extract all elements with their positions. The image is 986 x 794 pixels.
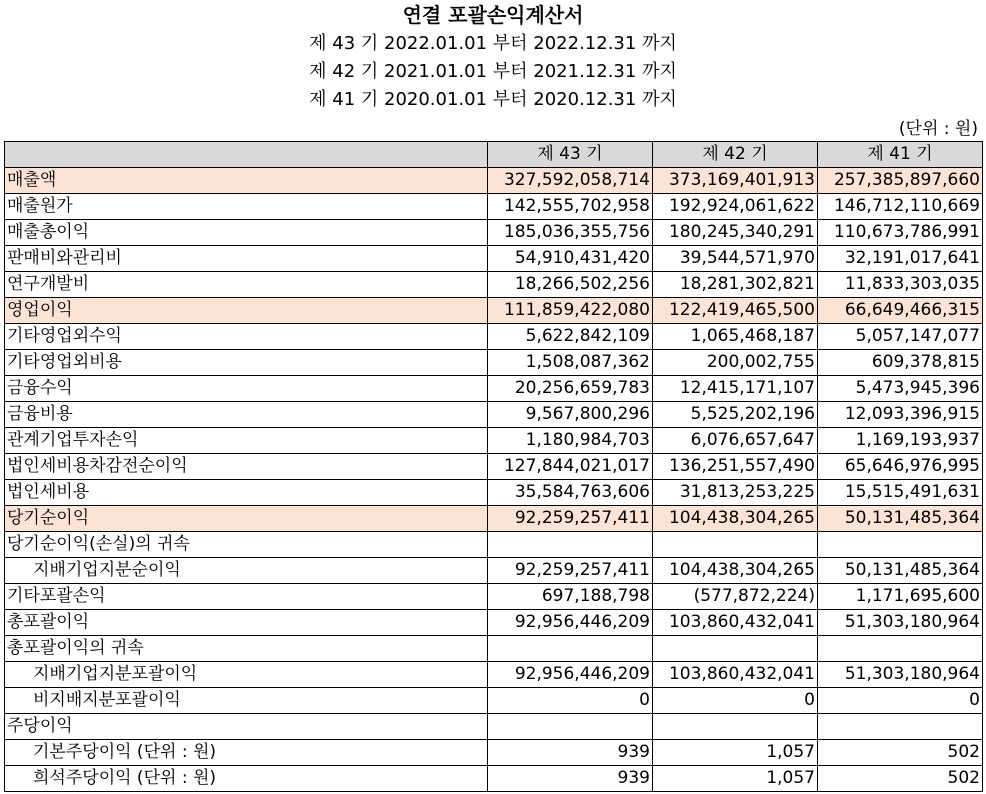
- row-label: 금융수익: [5, 376, 488, 402]
- table-body: [5, 168, 983, 792]
- row-value-41: 50,131,485,364: [818, 558, 983, 584]
- row-value-43: 1,180,984,703: [488, 428, 653, 454]
- row-label: 영업이익: [5, 298, 488, 324]
- table-row: [5, 168, 983, 194]
- statement-title: 연결 포괄손익계산서: [402, 3, 584, 27]
- row-value-42: 200,002,755: [653, 350, 818, 376]
- row-value-43: 939: [488, 766, 653, 792]
- table-row: [5, 662, 983, 688]
- table-row: [5, 194, 983, 220]
- table-row: [5, 740, 983, 766]
- table-row: [5, 610, 983, 636]
- row-label: 판매비와관리비: [5, 246, 488, 272]
- row-value-43: [488, 636, 653, 662]
- row-value-43: 9,567,800,296: [488, 402, 653, 428]
- header-period-43: 제 43 기: [488, 142, 653, 168]
- row-value-42: 192,924,061,622: [653, 194, 818, 220]
- row-value-41: 50,131,485,364: [818, 506, 983, 532]
- row-label: 법인세비용차감전순이익: [5, 454, 488, 480]
- table-row: [5, 584, 983, 610]
- row-value-43: 54,910,431,420: [488, 246, 653, 272]
- row-value-43: 111,859,422,080: [488, 298, 653, 324]
- row-value-42: 103,860,432,041: [653, 610, 818, 636]
- row-value-42: 136,251,557,490: [653, 454, 818, 480]
- row-value-42: 122,419,465,500: [653, 298, 818, 324]
- row-value-41: [818, 636, 983, 662]
- row-value-43: 18,266,502,256: [488, 272, 653, 298]
- row-label: 기타포괄손익: [5, 584, 488, 610]
- row-value-42: 0: [653, 688, 818, 714]
- row-value-41: 12,093,396,915: [818, 402, 983, 428]
- row-value-43: [488, 714, 653, 740]
- row-label: 당기순이익: [5, 506, 488, 532]
- row-value-42: [653, 532, 818, 558]
- row-value-43: 127,844,021,017: [488, 454, 653, 480]
- table-header-row: [5, 142, 983, 168]
- row-value-41: 502: [818, 766, 983, 792]
- table-row: [5, 350, 983, 376]
- row-value-42: 104,438,304,265: [653, 506, 818, 532]
- row-value-41: 5,473,945,396: [818, 376, 983, 402]
- row-label: 기타영업외비용: [5, 350, 488, 376]
- unit-note: (단위 : 원): [898, 119, 978, 139]
- row-label: 법인세비용: [5, 480, 488, 506]
- row-value-41: 65,646,976,995: [818, 454, 983, 480]
- row-value-42: 12,415,171,107: [653, 376, 818, 402]
- table-row: [5, 532, 983, 558]
- row-value-42: 180,245,340,291: [653, 220, 818, 246]
- row-value-42: 39,544,571,970: [653, 246, 818, 272]
- row-value-41: 66,649,466,315: [818, 298, 983, 324]
- row-label: 매출총이익: [5, 220, 488, 246]
- row-value-43: 697,188,798: [488, 584, 653, 610]
- row-label: 매출원가: [5, 194, 488, 220]
- row-value-43: 35,584,763,606: [488, 480, 653, 506]
- row-value-41: [818, 532, 983, 558]
- row-label: 총포괄이익: [5, 610, 488, 636]
- row-value-43: 185,036,355,756: [488, 220, 653, 246]
- row-label: 주당이익: [5, 714, 488, 740]
- row-value-43: 92,259,257,411: [488, 558, 653, 584]
- period-line-41: 제 41 기 2020.01.01 부터 2020.12.31 까지: [309, 89, 677, 110]
- table-row: [5, 558, 983, 584]
- row-value-41: 1,171,695,600: [818, 584, 983, 610]
- table-row: [5, 376, 983, 402]
- row-label: 희석주당이익 (단위 : 원): [5, 766, 488, 792]
- row-value-43: 92,259,257,411: [488, 506, 653, 532]
- table-row: [5, 766, 983, 792]
- table-row: [5, 454, 983, 480]
- row-value-43: 92,956,446,209: [488, 610, 653, 636]
- row-value-42: 373,169,401,913: [653, 168, 818, 194]
- row-value-42: 1,057: [653, 766, 818, 792]
- row-label: 관계기업투자손익: [5, 428, 488, 454]
- row-value-41: 502: [818, 740, 983, 766]
- row-value-41: 609,378,815: [818, 350, 983, 376]
- table-row: [5, 506, 983, 532]
- row-value-43: 5,622,842,109: [488, 324, 653, 350]
- row-label: 당기순이익(손실)의 귀속: [5, 532, 488, 558]
- row-value-42: [653, 636, 818, 662]
- row-label: 금융비용: [5, 402, 488, 428]
- row-value-42: 18,281,302,821: [653, 272, 818, 298]
- table-row: [5, 298, 983, 324]
- row-value-41: 15,515,491,631: [818, 480, 983, 506]
- row-label: 지배기업지분포괄이익: [5, 662, 488, 688]
- row-value-41: 51,303,180,964: [818, 662, 983, 688]
- table-row: [5, 636, 983, 662]
- row-value-43: [488, 532, 653, 558]
- row-label: 총포괄이익의 귀속: [5, 636, 488, 662]
- row-value-41: 146,712,110,669: [818, 194, 983, 220]
- row-label: 매출액: [5, 168, 488, 194]
- row-value-43: 142,555,702,958: [488, 194, 653, 220]
- table-row: [5, 220, 983, 246]
- table-row: [5, 324, 983, 350]
- row-value-41: 257,385,897,660: [818, 168, 983, 194]
- row-value-41: 51,303,180,964: [818, 610, 983, 636]
- row-value-42: 1,057: [653, 740, 818, 766]
- table-row: [5, 246, 983, 272]
- row-label: 기본주당이익 (단위 : 원): [5, 740, 488, 766]
- row-value-41: 0: [818, 688, 983, 714]
- row-value-43: 92,956,446,209: [488, 662, 653, 688]
- row-value-41: 32,191,017,641: [818, 246, 983, 272]
- row-value-42: 104,438,304,265: [653, 558, 818, 584]
- row-value-43: 939: [488, 740, 653, 766]
- row-value-42: 103,860,432,041: [653, 662, 818, 688]
- row-label: 지배기업지분순이익: [5, 558, 488, 584]
- row-value-43: 20,256,659,783: [488, 376, 653, 402]
- row-value-41: 11,833,303,035: [818, 272, 983, 298]
- row-value-42: (577,872,224): [653, 584, 818, 610]
- row-value-42: 1,065,468,187: [653, 324, 818, 350]
- income-statement-table: [4, 141, 983, 792]
- header-label-column: [5, 142, 488, 168]
- row-value-43: 1,508,087,362: [488, 350, 653, 376]
- row-label: 비지배지분포괄이익: [5, 688, 488, 714]
- table-row: [5, 480, 983, 506]
- row-value-42: 5,525,202,196: [653, 402, 818, 428]
- header-period-42: 제 42 기: [653, 142, 818, 168]
- row-label: 기타영업외수익: [5, 324, 488, 350]
- row-value-42: 6,076,657,647: [653, 428, 818, 454]
- row-label: 연구개발비: [5, 272, 488, 298]
- table-row: [5, 272, 983, 298]
- row-value-42: 31,813,253,225: [653, 480, 818, 506]
- header-period-41: 제 41 기: [818, 142, 983, 168]
- table-row: [5, 428, 983, 454]
- row-value-43: 327,592,058,714: [488, 168, 653, 194]
- row-value-42: [653, 714, 818, 740]
- period-line-42: 제 42 기 2021.01.01 부터 2021.12.31 까지: [309, 61, 677, 82]
- table-row: [5, 688, 983, 714]
- table-row: [5, 402, 983, 428]
- period-line-43: 제 43 기 2022.01.01 부터 2022.12.31 까지: [309, 33, 677, 54]
- row-value-41: [818, 714, 983, 740]
- row-value-43: 0: [488, 688, 653, 714]
- row-value-41: 5,057,147,077: [818, 324, 983, 350]
- table-row: [5, 714, 983, 740]
- row-value-41: 110,673,786,991: [818, 220, 983, 246]
- row-value-41: 1,169,193,937: [818, 428, 983, 454]
